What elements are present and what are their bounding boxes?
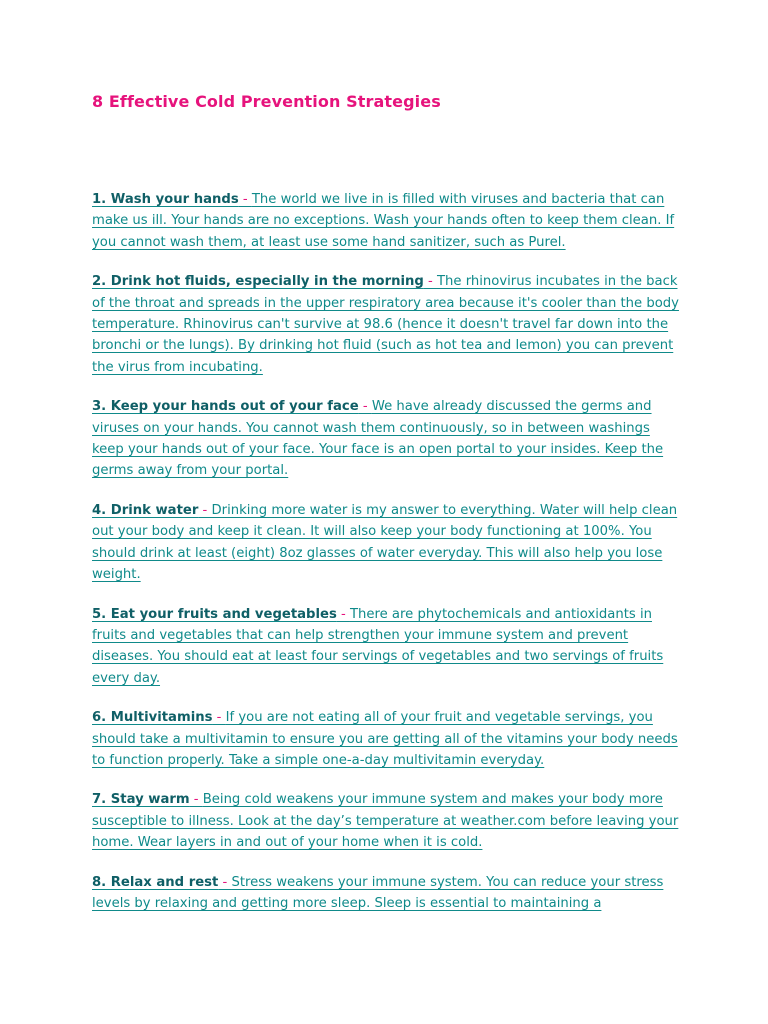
tip-body: The rhinovirus incubates in the back of the throat and spreads in the upper respiratory area because it's cooler than the body temperature. Rhinovirus can't survive at 98.6 (hence it doesn't travel far down into the bronchi or the lungs). By drinking hot fluid (such as hot tea and lemon) you can prevent the virus from incubating.: [92, 274, 679, 375]
tip-item-5: [92, 604, 682, 690]
tip-body: The world we live in is filled with viruses and bacteria that can make us ill. Your hands are no exceptions. Wash your hands often to keep them clean. If you cannot wash them, at least use some hand sanitizer, such as Purel.: [92, 192, 675, 250]
tip-separator: -: [336, 606, 350, 622]
tip-body: Stress weakens your immune system. You can reduce your stress levels by relaxing and getting more sleep. Sleep is essential to maintaining a: [92, 874, 664, 911]
tip-heading: 3. Keep your hands out of your face: [92, 399, 359, 415]
tip-body: There are phytochemicals and antioxidants in fruits and vegetables that can help strengthen your immune system and prevent diseases. You should eat at least four servings of vegetables and two servings of fruits every day.: [92, 606, 664, 686]
tip-separator: -: [212, 710, 226, 726]
tips-list: [92, 189, 682, 932]
tip-separator: -: [423, 274, 437, 290]
tip-heading: 8. Relax and rest: [92, 874, 219, 890]
document-title: 8 Effective Cold Prevention Strategies: [92, 92, 441, 111]
tip-separator: -: [358, 399, 372, 415]
tip-heading: 4. Drink water: [92, 502, 199, 518]
tip-item-8: [92, 872, 682, 915]
tip-body: Drinking more water is my answer to everything. Water will help clean out your body and keep it clean. It will also keep your body functioning at 100%. You should drink at least (eight) 8oz glasses of water everyday. This will also help you lose weight.: [92, 502, 678, 583]
tip-body: We have already discussed the germs and viruses on your hands. You cannot wash them continuously, so in between washings keep your hands out of your face. Your face is an open portal to your insides. Keep the germs away from your portal.: [92, 399, 664, 479]
tip-separator: -: [198, 502, 212, 518]
tip-heading: 7. Stay warm: [92, 792, 190, 808]
tip-item-3: [92, 396, 682, 482]
tip-separator: -: [218, 874, 232, 890]
tip-item-2: [92, 271, 682, 378]
tip-separator: -: [238, 192, 252, 207]
tip-body: If you are not eating all of your fruit and vegetable servings, you should take a multivitamin to ensure you are getting all of the vitamins your body needs to function properly. Take a simple one-a-day multivitamin everyday.: [92, 710, 678, 768]
tip-heading: 5. Eat your fruits and vegetables: [92, 606, 337, 622]
tip-heading: 2. Drink hot fluids, especially in the morning: [92, 274, 424, 290]
tip-body: Being cold weakens your immune system and makes your body more susceptible to illness. Look at the day’s temperature at weather.com before leaving your home. Wear layers in and out of your home when it is cold.: [92, 792, 679, 851]
tip-item-7: [92, 789, 682, 853]
tip-item-6: [92, 707, 682, 771]
tip-heading: 6. Multivitamins: [92, 710, 213, 726]
tip-item-1: [92, 189, 682, 253]
tip-heading: 1. Wash your hands: [92, 192, 239, 207]
tip-item-4: [92, 500, 682, 586]
tip-separator: -: [189, 792, 203, 808]
